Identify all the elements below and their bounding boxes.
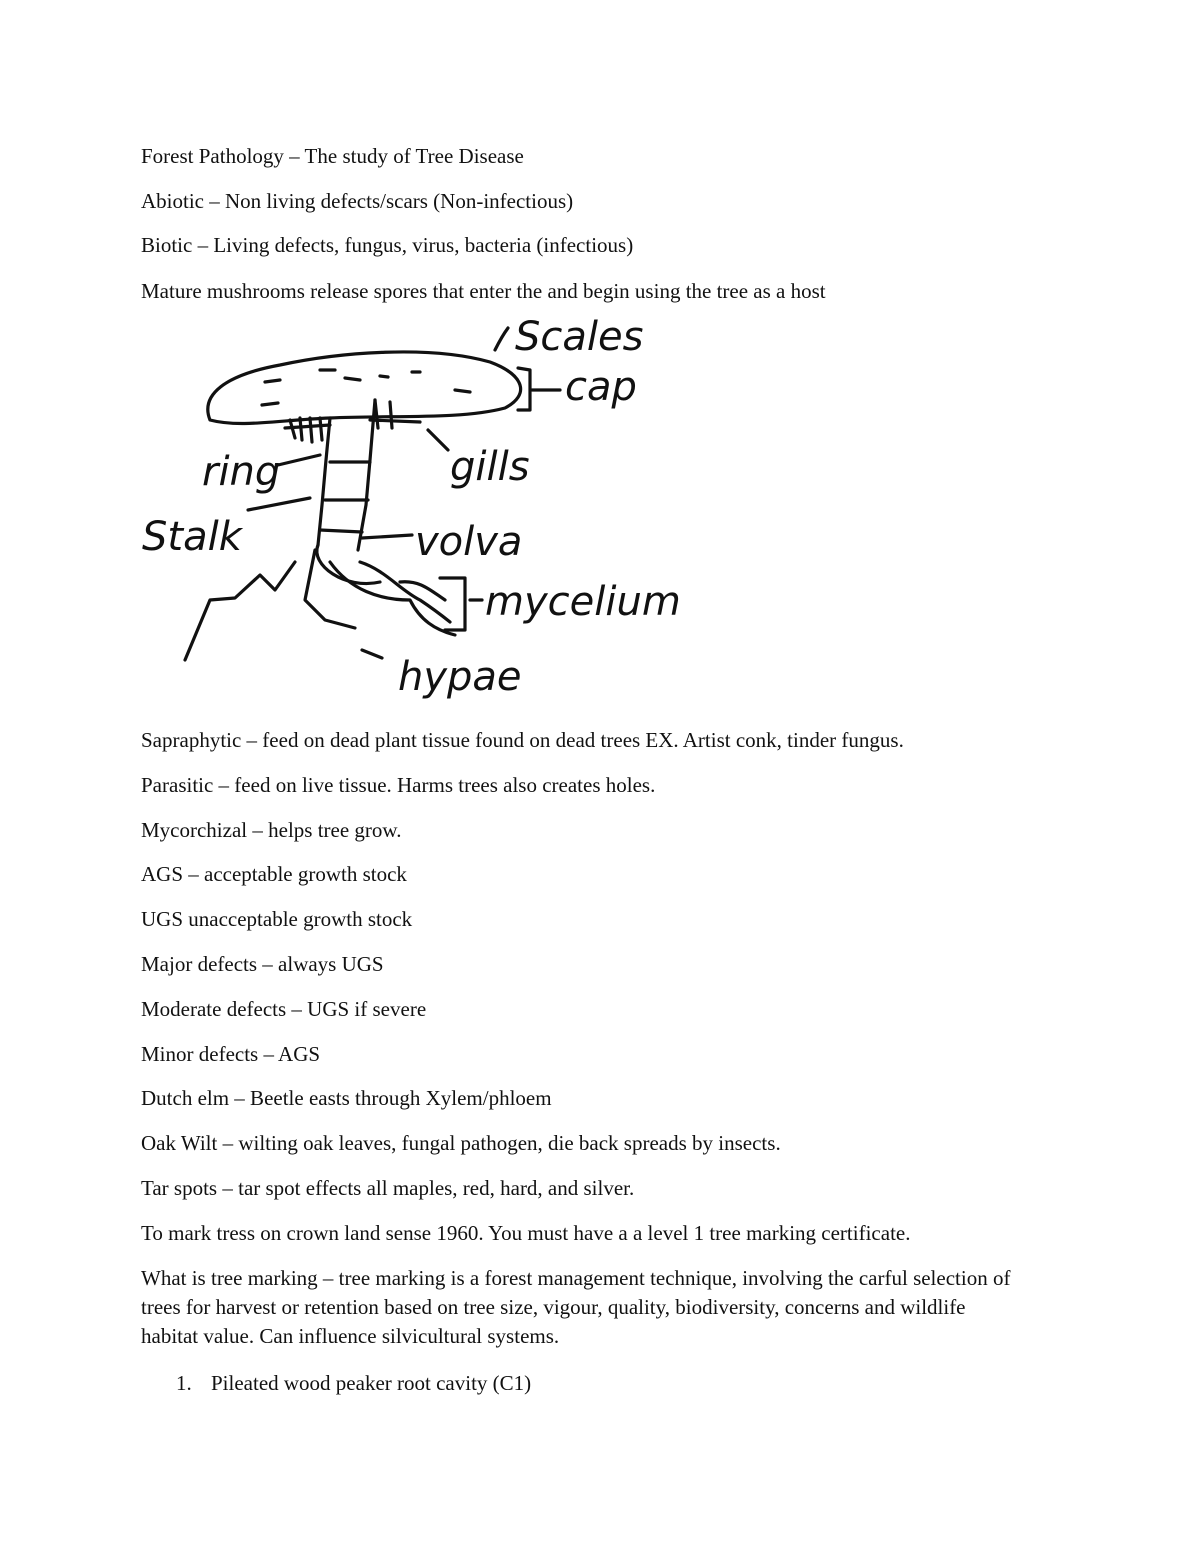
sketch-cap <box>208 352 521 424</box>
sketch-label-hypae: hypae <box>398 654 522 700</box>
sketch-label-cap: cap <box>565 364 637 410</box>
line-tar-spots: Tar spots – tar spot effects all maples, red, hard, and silver. <box>141 1176 635 1200</box>
mushroom-sketch <box>130 300 750 720</box>
line-crown-land: To mark tress on crown land sense 1960. You must have a a level 1 tree marking certificate. <box>141 1221 911 1245</box>
line-parasitic: Parasitic – feed on live tissue. Harms trees also creates holes. <box>141 773 656 797</box>
line-oak-wilt: Oak Wilt – wilting oak leaves, fungal pathogen, die back spreads by insects. <box>141 1131 781 1155</box>
paragraph-tree-marking: What is tree marking – tree marking is a forest management technique, involving the carful selection of trees for harvest or retention based on tree size, vigour, quality, biodiversity, concerns and wildlife habitat value. Can influence silvicultural systems. <box>141 1266 1011 1348</box>
sketch-stalk <box>318 418 330 545</box>
line-biotic: Biotic – Living defects, fungus, virus, bacteria (infectious) <box>141 233 634 257</box>
line-forest-pathology: Forest Pathology – The study of Tree Disease <box>141 144 524 168</box>
sketch-label-gills: gills <box>450 444 530 490</box>
sketch-label-stalk: Stalk <box>142 514 242 560</box>
line-moderate-defects: Moderate defects – UGS if severe <box>141 997 427 1021</box>
line-mycorchizal: Mycorchizal – helps tree grow. <box>141 818 402 842</box>
line-minor-defects: Minor defects – AGS <box>141 1042 321 1066</box>
sketch-label-ring: ring <box>202 449 281 495</box>
list-item-text: Pileated wood peaker root cavity (C1) <box>211 1371 532 1395</box>
line-mature-mushrooms: Mature mushrooms release spores that enter the and begin using the tree as a host <box>141 279 826 303</box>
sketch-label-scales: Scales <box>515 314 644 360</box>
list-item-number: 1. <box>176 1371 192 1395</box>
line-ags: AGS – acceptable growth stock <box>141 862 407 886</box>
sketch-mycelium <box>185 562 295 660</box>
sketch-label-mycelium: mycelium <box>485 579 681 625</box>
line-major-defects: Major defects – always UGS <box>141 952 384 976</box>
line-ugs: UGS unacceptable growth stock <box>141 907 413 931</box>
line-dutch-elm: Dutch elm – Beetle easts through Xylem/phloem <box>141 1086 552 1110</box>
line-abiotic: Abiotic – Non living defects/scars (Non-infectious) <box>141 189 574 213</box>
line-sapraphytic: Sapraphytic – feed on dead plant tissue found on dead trees EX. Artist conk, tinder fungus. <box>141 728 904 752</box>
sketch-label-volva: volva <box>415 519 523 565</box>
